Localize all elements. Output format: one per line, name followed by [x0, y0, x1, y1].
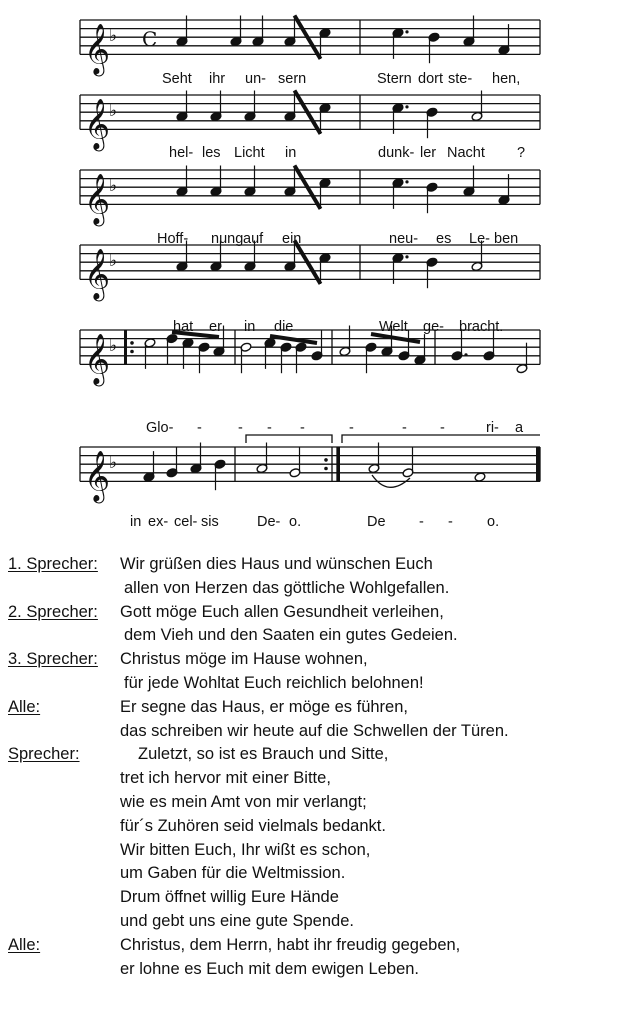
lyric-syllable: De [367, 514, 386, 530]
verse-line [8, 624, 623, 648]
repeat-start [124, 330, 127, 364]
verse-line [8, 815, 623, 839]
lyric-syllable: ein [282, 231, 302, 247]
verse-text-line: für´s Zuhören seid vielmals bedankt. [120, 816, 386, 835]
verse-text [8, 553, 623, 981]
note-beam [270, 336, 317, 343]
repeat-dot [324, 467, 328, 471]
key-signature-flat: ♭ [109, 26, 118, 47]
note-dot [405, 180, 408, 183]
verse-text-line: Christus, dem Herrn, habt ihr freudig gegeben, [120, 935, 461, 954]
lyric-syllable: Welt [379, 319, 408, 335]
verse-line [8, 862, 623, 886]
lyric-syllable: auf [243, 231, 264, 247]
lyric-syllable: bracht. [459, 319, 504, 335]
speaker-label: 1. Sprecher: [8, 555, 98, 573]
lyric-syllable: Licht [234, 145, 265, 161]
lyric-syllable: er [209, 319, 222, 335]
verse-line [8, 958, 623, 982]
lyric-syllable: ben [494, 231, 519, 247]
lyric-syllable: cel- [174, 514, 198, 530]
speaker-label: Sprecher: [8, 745, 80, 764]
lyric-syllable: les [202, 145, 221, 161]
verse-line [8, 767, 623, 791]
treble-clef: 𝄞 [84, 173, 111, 225]
lyric-syllable: Le- [469, 231, 490, 247]
repeat-dot [130, 350, 134, 354]
lyric-syllable: - [419, 514, 424, 530]
lyric-syllable: De- [257, 514, 281, 530]
lyric-syllable: hen, [492, 71, 521, 87]
note-dot [405, 30, 408, 33]
treble-clef: 𝄞 [84, 333, 111, 385]
verse-line [8, 577, 623, 601]
lyric-syllable: in [285, 145, 297, 161]
lyric-syllable: Glo- [146, 420, 174, 436]
verse-text-line: um Gaben für die Weltmission. [120, 864, 346, 883]
key-signature-flat: ♭ [109, 336, 118, 357]
lyric-syllable: dunk- [378, 145, 415, 161]
lyric-syllable: a [515, 420, 524, 436]
lyric-syllable: - [402, 420, 407, 436]
verse-text-line: Drum öffnet willig Eure Hände [120, 888, 339, 907]
lyric-syllable: - [267, 420, 272, 436]
speaker-label: Alle: [8, 935, 41, 954]
treble-clef: 𝄞 [84, 248, 111, 300]
verse-line [8, 839, 623, 863]
lyric-syllable: - [448, 514, 453, 530]
lyric-syllable: ste- [448, 71, 473, 87]
lyric-syllable: ler [420, 145, 437, 161]
volta-bracket-2 [342, 435, 540, 443]
verse-line [8, 720, 623, 744]
lyric-syllable: hel- [169, 145, 194, 161]
lyric-syllable: ? [517, 145, 526, 161]
verse-text-line: Gott möge Euch allen Gesundheit verleihen, [120, 602, 444, 621]
repeat-end [337, 447, 340, 481]
verse-text-line: Wir grüßen dies Haus und wünschen Euch [120, 555, 433, 573]
lyric-syllable: ri- [486, 420, 499, 436]
key-signature-flat: ♭ [109, 251, 118, 272]
verse-text-line: Christus möge im Hause wohnen, [120, 650, 368, 669]
speaker-label: 3. Sprecher: [8, 650, 98, 669]
verse-line [8, 886, 623, 910]
verse-text-line: er lohne es Euch mit dem ewigen Leben. [120, 959, 420, 978]
final-barline [536, 447, 540, 481]
verse-text-line: dem Vieh und den Saaten ein gutes Gedeien. [124, 626, 458, 645]
lyric-syllable: ihr [209, 71, 226, 87]
verse-text-line: allen von Herzen das göttliche Wohlgefallen. [124, 578, 450, 597]
note-dot [405, 105, 408, 108]
verse-text-line: tret ich hervor mit einer Bitte, [120, 769, 331, 788]
key-signature-flat: ♭ [109, 453, 118, 474]
lyric-syllable: - [197, 420, 202, 436]
verse-text-line: Er segne das Haus, er möge es führen, [120, 697, 408, 716]
verse-line [8, 791, 623, 815]
verse-text-line: Wir bitten Euch, Ihr wißt es schon, [120, 840, 371, 859]
lyric-syllable: Seht [162, 71, 192, 87]
lyric-syllable: un- [245, 71, 266, 87]
lyric-syllable: - [440, 420, 445, 436]
volta-bracket-1 [246, 435, 332, 443]
verse-line [8, 553, 623, 577]
verse-line [8, 601, 623, 625]
verse-line [8, 743, 623, 767]
speaker-label: 2. Sprecher: [8, 602, 98, 621]
lyric-syllable: die [274, 319, 294, 335]
lyric-syllable: nung [211, 231, 244, 247]
lyric-syllable: neu- [389, 231, 419, 247]
key-signature-flat: ♭ [109, 176, 118, 197]
note [474, 472, 486, 482]
treble-clef: 𝄞 [84, 23, 111, 75]
verse-text-line: das schreiben wir heute auf die Schwellen der Türen. [120, 721, 509, 740]
repeat-dot [324, 458, 328, 462]
lyric-syllable: hat [173, 319, 194, 335]
note-dot [405, 255, 408, 258]
verse-text-line: und gebt uns eine gute Spende. [120, 911, 354, 930]
lyric-syllable: Nacht [447, 145, 485, 161]
lyric-syllable: sis [201, 514, 219, 530]
lyric-syllable: - [349, 420, 354, 436]
verse-line [8, 696, 623, 720]
treble-clef: 𝄞 [84, 98, 111, 150]
speaker-label: Alle: [8, 697, 41, 716]
key-signature-flat: ♭ [109, 101, 118, 122]
lyric-syllable: sern [278, 71, 307, 87]
lyric-syllable: ge- [423, 319, 444, 335]
lyric-syllable: - [238, 420, 243, 436]
lyric-syllable: o. [487, 514, 500, 530]
lyric-syllable: ex- [148, 514, 169, 530]
verse-text-line: wie es mein Amt von mir verlangt; [120, 792, 367, 811]
lyric-syllable: in [130, 514, 142, 530]
note-dot [464, 353, 467, 356]
lyric-syllable: Stern [377, 71, 412, 87]
verse-line [8, 934, 623, 958]
verse-text-line: für jede Wohltat Euch reichlich belohnen! [124, 673, 424, 692]
time-signature: C [142, 26, 158, 51]
lyric-syllable: es [436, 231, 452, 247]
verse-line [8, 672, 623, 696]
lyric-syllable: in [244, 319, 256, 335]
lyric-syllable: dort [418, 71, 443, 87]
lyric-syllable: - [300, 420, 305, 436]
repeat-dot [130, 341, 134, 345]
verse-text-line: Zuletzt, so ist es Brauch und Sitte, [138, 745, 389, 764]
lyric-syllable: Hoff- [157, 231, 189, 247]
verse-line [8, 910, 623, 934]
lyric-syllable: o. [289, 514, 302, 530]
verse-line [8, 648, 623, 672]
treble-clef: 𝄞 [84, 450, 111, 502]
